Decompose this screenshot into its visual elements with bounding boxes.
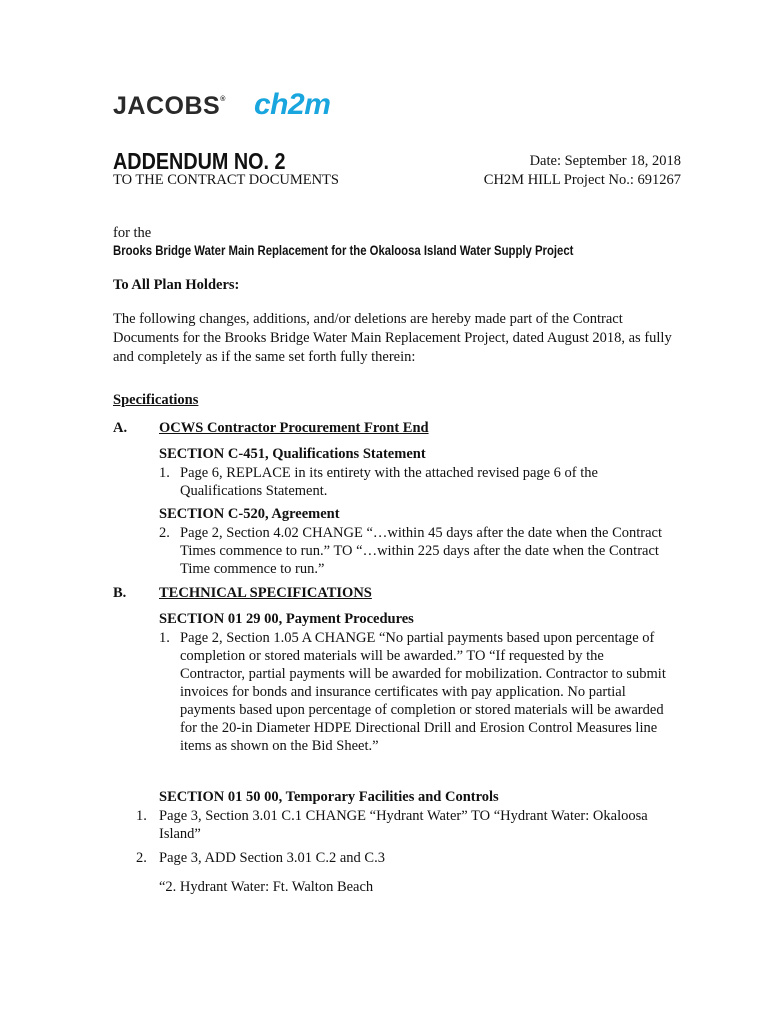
item-text: Page 3, Section 3.01 C.1 CHANGE “Hydrant Water” TO “Hydrant Water: Okaloosa Island” [159, 808, 648, 842]
section-b-sub1: SECTION 01 29 00, Payment Procedures [159, 611, 414, 627]
hydrant-quote: “2. Hydrant Water: Ft. Walton Beach [159, 879, 374, 895]
section-a-item2 [159, 524, 669, 578]
section-b-title: TECHNICAL SPECIFICATIONS [159, 585, 372, 601]
section-a-sub2: SECTION C-520, Agreement [159, 506, 340, 522]
section-b-item1 [159, 629, 671, 755]
salutation: To All Plan Holders: [113, 277, 240, 293]
specifications-heading: Specifications [113, 392, 199, 408]
project-title: Brooks Bridge Water Main Replacement for the Okaloosa Island Water Supply Project [113, 243, 574, 258]
item-text: Page 6, REPLACE in its entirety with the attached revised page 6 of the Qualifications Statement. [180, 465, 598, 499]
item-number: 2. [159, 525, 170, 541]
item-text: Page 2, Section 1.05 A CHANGE “No partial payments based upon percentage of completion or stored materials will be awarded.” TO “If requested by the Contractor, partial payments will be awarded for mobilization. Contractor to submit invoices for bonds and insurance certificates with pay application. No partial payments based upon percentage of completion or stored materials will be awarded for the 20-in Diameter HDPE Directional Drill and Erosion Control Measures line items as shown on the Bid Sheet.” [180, 630, 666, 754]
item-number: 1. [159, 630, 170, 646]
section-a-letter: A. [113, 420, 128, 436]
for-the-label: for the [113, 225, 152, 241]
section-b-item2 [136, 807, 676, 843]
section-b-item3 [136, 849, 676, 867]
item-number: 1. [159, 465, 170, 481]
ch2m-logo: ch2m [254, 88, 331, 121]
intro-paragraph: The following changes, additions, and/or deletions are hereby made part of the Contract Documents for the Brooks Bridge Water Main Replacement Project, dated August 2018, as fully and completely as if the same set forth fully therein: [113, 311, 672, 365]
section-a-sub1: SECTION C-451, Qualifications Statement [159, 446, 426, 462]
section-b-letter: B. [113, 585, 127, 601]
section-b-sub2: SECTION 01 50 00, Temporary Facilities and Controls [159, 789, 499, 805]
item-number: 2. [136, 850, 147, 866]
document-date: Date: September 18, 2018 [529, 153, 681, 169]
document-subtitle: TO THE CONTRACT DOCUMENTS [113, 172, 339, 188]
section-a-item1 [159, 464, 649, 500]
item-text: Page 3, ADD Section 3.01 C.2 and C.3 [159, 850, 385, 866]
project-number: CH2M HILL Project No.: 691267 [483, 172, 681, 188]
item-number: 1. [136, 808, 147, 824]
section-a-title: OCWS Contractor Procurement Front End [159, 420, 429, 436]
item-text: Page 2, Section 4.02 CHANGE “…within 45 days after the date when the Contract Times commence to run.” TO “…within 225 days after the date when the Contract Time commence to run.” [180, 525, 663, 577]
document-title: ADDENDUM NO. 2 [113, 148, 286, 174]
jacobs-logo: JACOBS® [113, 92, 226, 120]
